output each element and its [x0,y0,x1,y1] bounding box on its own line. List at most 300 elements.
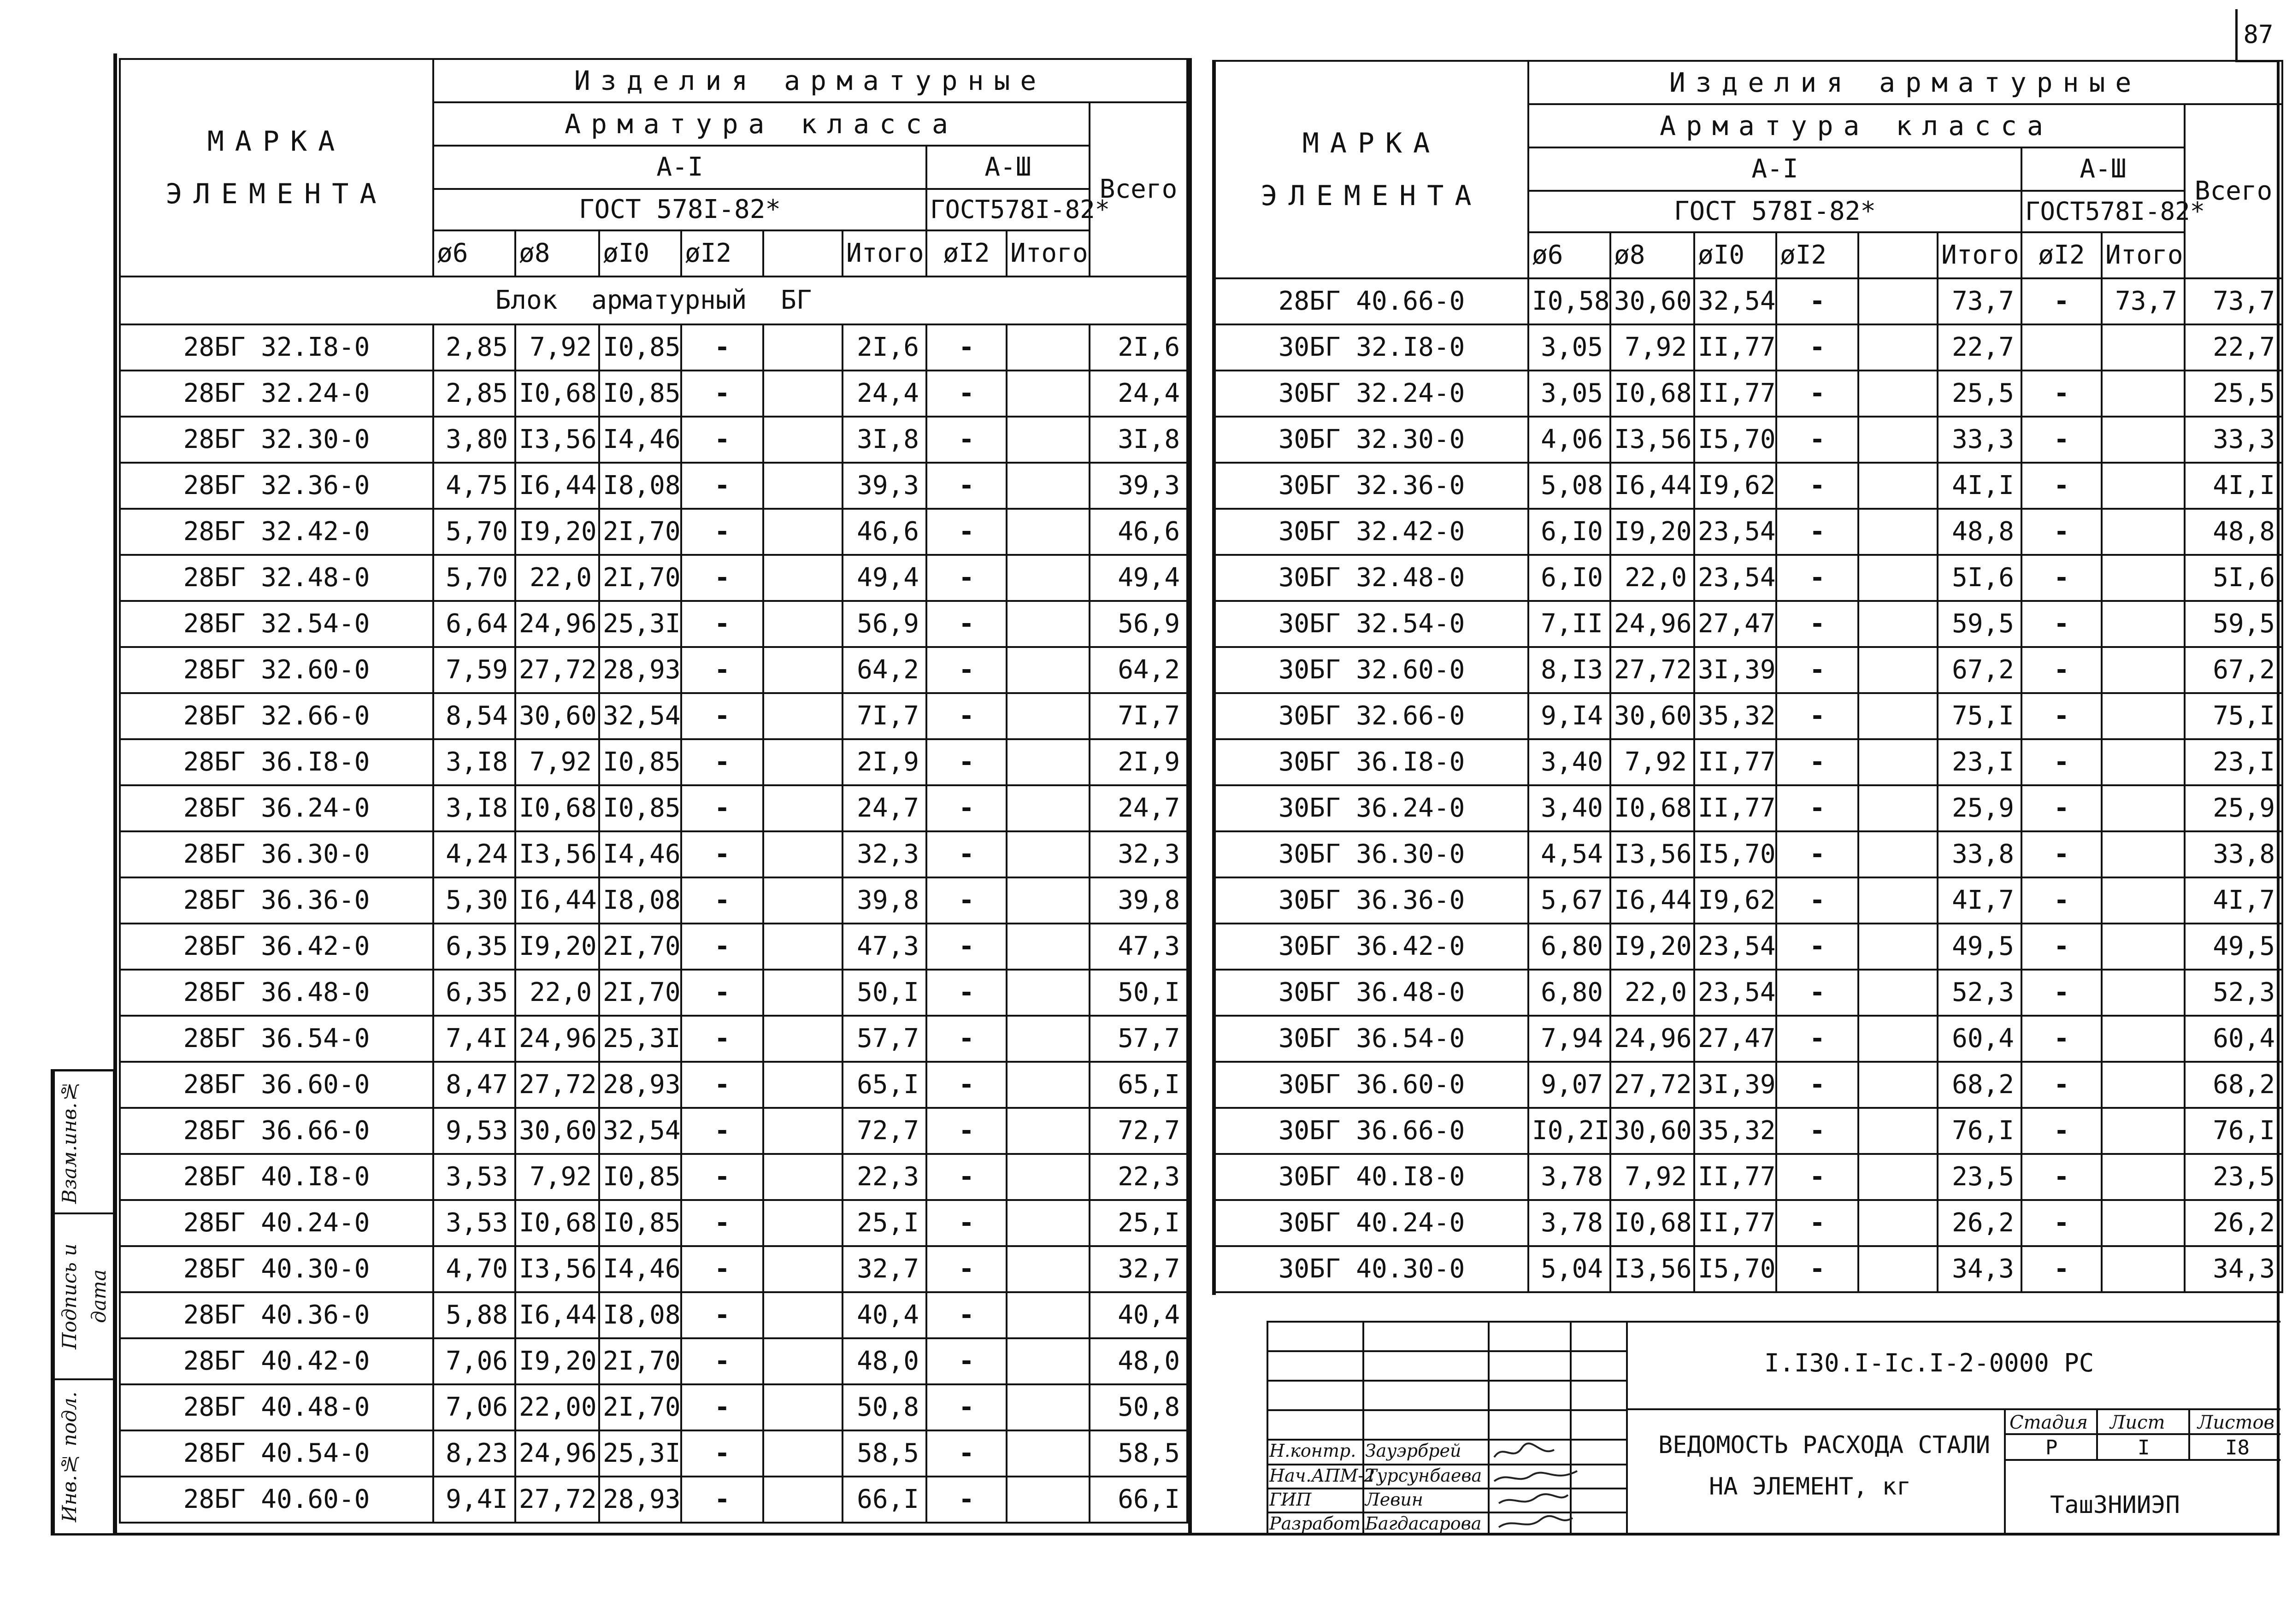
cell-d6: 7,II [1528,601,1610,647]
cell-mark: 28БГ 36.I8-0 [120,739,433,785]
col-a3-subtotal-header: Итого [2102,232,2185,278]
cell-a3d12: - [926,1062,1007,1108]
cell-mark: 30БГ 32.48-0 [1215,555,1528,601]
cell-d10: I0,85 [599,1200,681,1246]
cell-total: 24,7 [1090,785,1187,831]
cell-empty [763,924,843,970]
table-row [1215,1108,2282,1154]
cell-d10: 23,54 [1694,924,1776,970]
cell-d8: I6,44 [1610,877,1694,924]
cell-d12: - [681,831,763,877]
stage-label: Стадия [2009,1412,2088,1433]
cell-d12: - [1776,647,1858,693]
cell-a3d12: - [2021,785,2102,831]
sheet-label: Лист [2110,1412,2165,1433]
col-empty-header [1858,232,1938,278]
cell-mark: 28БГ 40.36-0 [120,1292,433,1338]
cell-d6: 7,06 [433,1384,515,1430]
cell-total: 34,3 [2185,1246,2282,1292]
cell-a3d12: - [2021,463,2102,509]
cell-empty [1858,877,1938,924]
cell-total: 25,5 [2185,371,2282,417]
cell-a3sub [2102,693,2185,739]
role-head-apm: Нач.АПМ-2 [1269,1465,1375,1486]
cell-d12: - [1776,324,1858,371]
cell-d8: I9,20 [1610,509,1694,555]
cell-sub: 49,4 [843,555,926,601]
cell-mark: 28БГ 36.66-0 [120,1108,433,1154]
cell-d12: - [1776,831,1858,877]
cell-total: 2I,6 [1090,324,1187,371]
cell-mark: 28БГ 32.36-0 [120,463,433,509]
cell-d8: 22,0 [1610,970,1694,1016]
cell-a3d12: - [926,417,1007,463]
name-gip: Левин [1365,1489,1423,1510]
table-row [1215,324,2282,371]
cell-sub: 24,7 [843,785,926,831]
cell-total: 40,4 [1090,1292,1187,1338]
cell-d10: 27,47 [1694,601,1776,647]
table-row [120,1292,1187,1338]
cell-a3sub [1007,417,1090,463]
frame-center-line-right [1212,60,1216,1295]
cell-a3sub [2102,463,2185,509]
cell-d6: 8,I3 [1528,647,1610,693]
cell-empty [763,324,843,371]
side-label-inv-orig: Инв.№ подл. [53,1380,84,1533]
cell-sub: 25,5 [1938,371,2021,417]
cell-d8: I0,68 [1610,1200,1694,1246]
cell-empty [763,785,843,831]
cell-a3sub [1007,785,1090,831]
cell-a3sub [1007,831,1090,877]
cell-sub: 75,I [1938,693,2021,739]
cell-mark: 28БГ 40.54-0 [120,1430,433,1477]
cell-a3sub [2102,647,2185,693]
cell-d6: 6,80 [1528,924,1610,970]
cell-d12: - [681,1016,763,1062]
cell-mark: 28БГ 40.30-0 [120,1246,433,1292]
cell-d12: - [681,877,763,924]
cell-d6: 8,47 [433,1062,515,1108]
table-row [1215,555,2282,601]
col-d8-header: ø8 [1610,232,1694,278]
cell-total: 7I,7 [1090,693,1187,739]
total-header: Всего [2185,104,2282,278]
table-row [1215,1016,2282,1062]
document-code: I.I30.I-Ic.I-2-0000 PC [1764,1348,2094,1377]
cell-d6: 3,78 [1528,1154,1610,1200]
cell-total: 68,2 [2185,1062,2282,1108]
cell-total: 46,6 [1090,509,1187,555]
cell-sub: 60,4 [1938,1016,2021,1062]
cell-a3sub [1007,1292,1090,1338]
cell-total: 73,7 [2185,278,2282,324]
cell-a3sub [1007,1246,1090,1292]
cell-a3sub [2102,785,2185,831]
cell-a3d12: - [926,1016,1007,1062]
cell-d6: 3,78 [1528,1200,1610,1246]
cell-d8: I3,56 [515,1246,599,1292]
cell-a3sub [2102,1154,2185,1200]
cell-a3d12: - [926,739,1007,785]
cell-d10: II,77 [1694,739,1776,785]
table-row [1215,1154,2282,1200]
cell-d6: 9,53 [433,1108,515,1154]
cell-a3sub [1007,1384,1090,1430]
cell-a3d12 [2021,324,2102,371]
cell-d10: I4,46 [599,831,681,877]
cell-total: 39,8 [1090,877,1187,924]
cell-d12: - [1776,1154,1858,1200]
cell-sub: 59,5 [1938,601,2021,647]
rebar-class-header: Арматура класса [433,102,1090,146]
cell-d10: II,77 [1694,371,1776,417]
cell-d12: - [1776,278,1858,324]
cell-d10: II,77 [1694,324,1776,371]
cell-d8: I9,20 [1610,924,1694,970]
cell-total: 25,9 [2185,785,2282,831]
cell-empty [763,371,843,417]
right-steel-table [1214,60,2283,1293]
products-header: Изделия арматурные [433,59,1187,102]
cell-empty [763,555,843,601]
cell-a3sub [2102,877,2185,924]
cell-d12: - [1776,463,1858,509]
cell-d10: 23,54 [1694,509,1776,555]
table-row [120,463,1187,509]
table-row [120,1477,1187,1523]
cell-a3d12: - [2021,1154,2102,1200]
cell-d8: 30,60 [515,693,599,739]
cell-sub: 56,9 [843,601,926,647]
cell-a3sub: 73,7 [2102,278,2185,324]
cell-mark: 28БГ 32.66-0 [120,693,433,739]
cell-d8: I6,44 [515,463,599,509]
class-a3-header: А-Ш [2021,147,2185,191]
cell-sub: 46,6 [843,509,926,555]
cell-d8: 30,60 [1610,278,1694,324]
table-row [120,647,1187,693]
cell-d6: 2,85 [433,324,515,371]
cell-total: 50,8 [1090,1384,1187,1430]
cell-d10: II,77 [1694,1200,1776,1246]
cell-total: 4I,7 [2185,877,2282,924]
cell-d6: 9,I4 [1528,693,1610,739]
cell-a3sub [1007,693,1090,739]
cell-mark: 30БГ 36.54-0 [1215,1016,1528,1062]
table-row [120,970,1187,1016]
cell-d12: - [681,555,763,601]
cell-d12: - [681,970,763,1016]
cell-d6: 4,24 [433,831,515,877]
cell-a3sub [1007,1154,1090,1200]
cell-d10: II,77 [1694,1154,1776,1200]
cell-total: 65,I [1090,1062,1187,1108]
cell-a3d12: - [2021,1016,2102,1062]
cell-a3d12: - [926,1384,1007,1430]
cell-empty [763,1016,843,1062]
cell-a3d12: - [926,831,1007,877]
table-row [1215,647,2282,693]
cell-total: 26,2 [2185,1200,2282,1246]
cell-d8: 24,96 [515,1430,599,1477]
cell-empty [763,1108,843,1154]
cell-a3d12: - [2021,1246,2102,1292]
section-label: Блок арматурный БГ [120,277,1187,324]
cell-d8: 24,96 [1610,1016,1694,1062]
cell-empty [1858,463,1938,509]
cell-sub: 47,3 [843,924,926,970]
cell-sub: 23,I [1938,739,2021,785]
cell-a3sub [1007,1200,1090,1246]
cell-a3d12: - [2021,1108,2102,1154]
col-d6-header: ø6 [1528,232,1610,278]
cell-a3d12: - [2021,924,2102,970]
products-header: Изделия арматурные [1528,61,2282,104]
cell-sub: 72,7 [843,1108,926,1154]
cell-mark: 30БГ 32.I8-0 [1215,324,1528,371]
cell-empty [1858,601,1938,647]
sheets-value: I8 [2225,1436,2250,1459]
cell-d8: I3,56 [1610,1246,1694,1292]
cell-sub: 39,3 [843,463,926,509]
cell-d10: I8,08 [599,1292,681,1338]
cell-mark: 30БГ 40.I8-0 [1215,1154,1528,1200]
cell-a3sub [2102,1108,2185,1154]
cell-d8: I0,68 [515,371,599,417]
cell-d6: 3,53 [433,1200,515,1246]
table-row [1215,924,2282,970]
cell-mark: 30БГ 36.66-0 [1215,1108,1528,1154]
cell-d6: 5,70 [433,509,515,555]
cell-d10: I9,62 [1694,877,1776,924]
cell-empty [763,647,843,693]
cell-empty [1858,1016,1938,1062]
cell-sub: 58,5 [843,1430,926,1477]
cell-a3sub [1007,877,1090,924]
cell-d10: 25,3I [599,601,681,647]
left-rows [120,324,1187,1523]
cell-d10: 27,47 [1694,1016,1776,1062]
cell-a3sub [2102,1062,2185,1108]
cell-sub: 25,I [843,1200,926,1246]
cell-empty [763,831,843,877]
cell-d6: 8,23 [433,1430,515,1477]
cell-d8: 22,0 [1610,555,1694,601]
cell-a3sub [1007,509,1090,555]
cell-d6: 3,40 [1528,785,1610,831]
cell-sub: 33,8 [1938,831,2021,877]
cell-mark: 28БГ 40.66-0 [1215,278,1528,324]
table-row [1215,371,2282,417]
side-label-inv-dup: Взам.инв.№ [53,1071,84,1212]
cell-d10: I5,70 [1694,417,1776,463]
name-norm-control: Зауэрбрей [1365,1441,1461,1461]
role-norm-control: Н.контр. [1269,1441,1356,1461]
table-row [120,417,1187,463]
cell-d10: 2I,70 [599,970,681,1016]
cell-a3d12: - [926,1154,1007,1200]
cell-d6: 3,53 [433,1154,515,1200]
cell-mark: 28БГ 32.42-0 [120,509,433,555]
cell-a3d12: - [926,970,1007,1016]
table-row [1215,463,2282,509]
cell-d12: - [681,1292,763,1338]
mark-header: МАРКА ЭЛЕМЕНТА [1215,61,1528,278]
cell-a3d12: - [926,601,1007,647]
cell-d6: 3,80 [433,417,515,463]
cell-d12: - [1776,1108,1858,1154]
cell-a3sub [1007,1108,1090,1154]
cell-total: 4I,I [2185,463,2282,509]
cell-total: 58,5 [1090,1430,1187,1477]
cell-total: 48,0 [1090,1338,1187,1384]
cell-a3sub [2102,831,2185,877]
cell-mark: 30БГ 40.30-0 [1215,1246,1528,1292]
cell-d12: - [681,785,763,831]
class-a1-header: А-I [1528,147,2021,191]
cell-d12: - [681,1477,763,1523]
cell-d8: 7,92 [515,739,599,785]
cell-a3d12: - [926,785,1007,831]
cell-total: 59,5 [2185,601,2282,647]
cell-d8: 27,72 [515,647,599,693]
table-row [1215,693,2282,739]
cell-d8: I9,20 [515,509,599,555]
table-row [1215,831,2282,877]
cell-total: 76,I [2185,1108,2282,1154]
cell-empty [1858,324,1938,371]
cell-empty [1858,509,1938,555]
cell-empty [1858,1246,1938,1292]
cell-a3d12: - [2021,739,2102,785]
cell-sub: 4I,I [1938,463,2021,509]
cell-sub: 49,5 [1938,924,2021,970]
cell-d12: - [681,1246,763,1292]
cell-sub: 50,I [843,970,926,1016]
cell-empty [1858,647,1938,693]
cell-d8: 27,72 [1610,1062,1694,1108]
cell-mark: 28БГ 32.60-0 [120,647,433,693]
cell-d10: 28,93 [599,1062,681,1108]
cell-sub: 33,3 [1938,417,2021,463]
table-row [120,601,1187,647]
cell-total: 72,7 [1090,1108,1187,1154]
cell-empty [763,970,843,1016]
cell-sub: 40,4 [843,1292,926,1338]
cell-d10: 2I,70 [599,924,681,970]
cell-empty [1858,831,1938,877]
col-a3-subtotal-header: Итого [1007,230,1090,277]
cell-sub: 22,7 [1938,324,2021,371]
cell-empty [763,1477,843,1523]
table-row [1215,278,2282,324]
cell-empty [1858,739,1938,785]
document-title-line2: НА ЭЛЕМЕНТ, кг [1709,1473,1911,1500]
table-row [120,555,1187,601]
cell-a3sub [2102,555,2185,601]
cell-d8: I3,56 [515,417,599,463]
cell-sub: 4I,7 [1938,877,2021,924]
table-row [1215,970,2282,1016]
cell-empty [1858,555,1938,601]
col-d12-header: øI2 [681,230,763,277]
cell-a3d12: - [926,647,1007,693]
cell-empty [763,463,843,509]
cell-mark: 28БГ 32.30-0 [120,417,433,463]
cell-mark: 28БГ 36.60-0 [120,1062,433,1108]
sheet-number: 87 [2235,9,2279,62]
cell-mark: 30БГ 36.60-0 [1215,1062,1528,1108]
cell-mark: 28БГ 36.30-0 [120,831,433,877]
cell-a3d12: - [2021,831,2102,877]
cell-total: 23,5 [2185,1154,2282,1200]
cell-a3d12: - [2021,970,2102,1016]
cell-a3d12: - [2021,1200,2102,1246]
cell-d10: 3I,39 [1694,647,1776,693]
cell-d8: 24,96 [515,1016,599,1062]
cell-d12: - [1776,693,1858,739]
cell-d8: 7,92 [515,324,599,371]
cell-d8: 24,96 [1610,601,1694,647]
cell-d6: 6,64 [433,601,515,647]
cell-d10: I4,46 [599,1246,681,1292]
cell-d12: - [1776,1062,1858,1108]
cell-d8: I9,20 [515,1338,599,1384]
cell-sub: 34,3 [1938,1246,2021,1292]
table-row [120,371,1187,417]
class-a1-header: А-I [433,146,926,189]
cell-sub: 3I,8 [843,417,926,463]
cell-empty [1858,371,1938,417]
table-row [120,1384,1187,1430]
cell-total: 22,3 [1090,1154,1187,1200]
table-row [120,1338,1187,1384]
cell-empty [763,1292,843,1338]
side-cell-inv-orig [53,1380,113,1533]
cell-a3d12: - [2021,647,2102,693]
cell-mark: 30БГ 32.36-0 [1215,463,1528,509]
cell-mark: 28БГ 40.24-0 [120,1200,433,1246]
cell-sub: 32,3 [843,831,926,877]
cell-d12: - [1776,555,1858,601]
cell-empty [1858,1062,1938,1108]
cell-total: 33,8 [2185,831,2282,877]
cell-d10: 23,54 [1694,555,1776,601]
cell-sub: 50,8 [843,1384,926,1430]
cell-a3d12: - [2021,877,2102,924]
cell-sub: 2I,6 [843,324,926,371]
cell-a3d12: - [2021,693,2102,739]
total-header: Всего [1090,102,1187,277]
cell-a3d12: - [2021,1062,2102,1108]
cell-d10: I5,70 [1694,831,1776,877]
cell-a3sub [2102,417,2185,463]
cell-d12: - [681,1384,763,1430]
cell-d6: 5,04 [1528,1246,1610,1292]
cell-mark: 28БГ 36.36-0 [120,877,433,924]
cell-empty [763,417,843,463]
gost-a3-header: ГОСТ578I-82* [2021,191,2185,232]
cell-a3d12: - [2021,555,2102,601]
cell-a3d12: - [926,1246,1007,1292]
cell-a3d12: - [926,1292,1007,1338]
cell-mark: 28БГ 40.60-0 [120,1477,433,1523]
cell-a3d12: - [926,555,1007,601]
cell-d12: - [1776,1200,1858,1246]
title-block [1267,1321,2280,1536]
